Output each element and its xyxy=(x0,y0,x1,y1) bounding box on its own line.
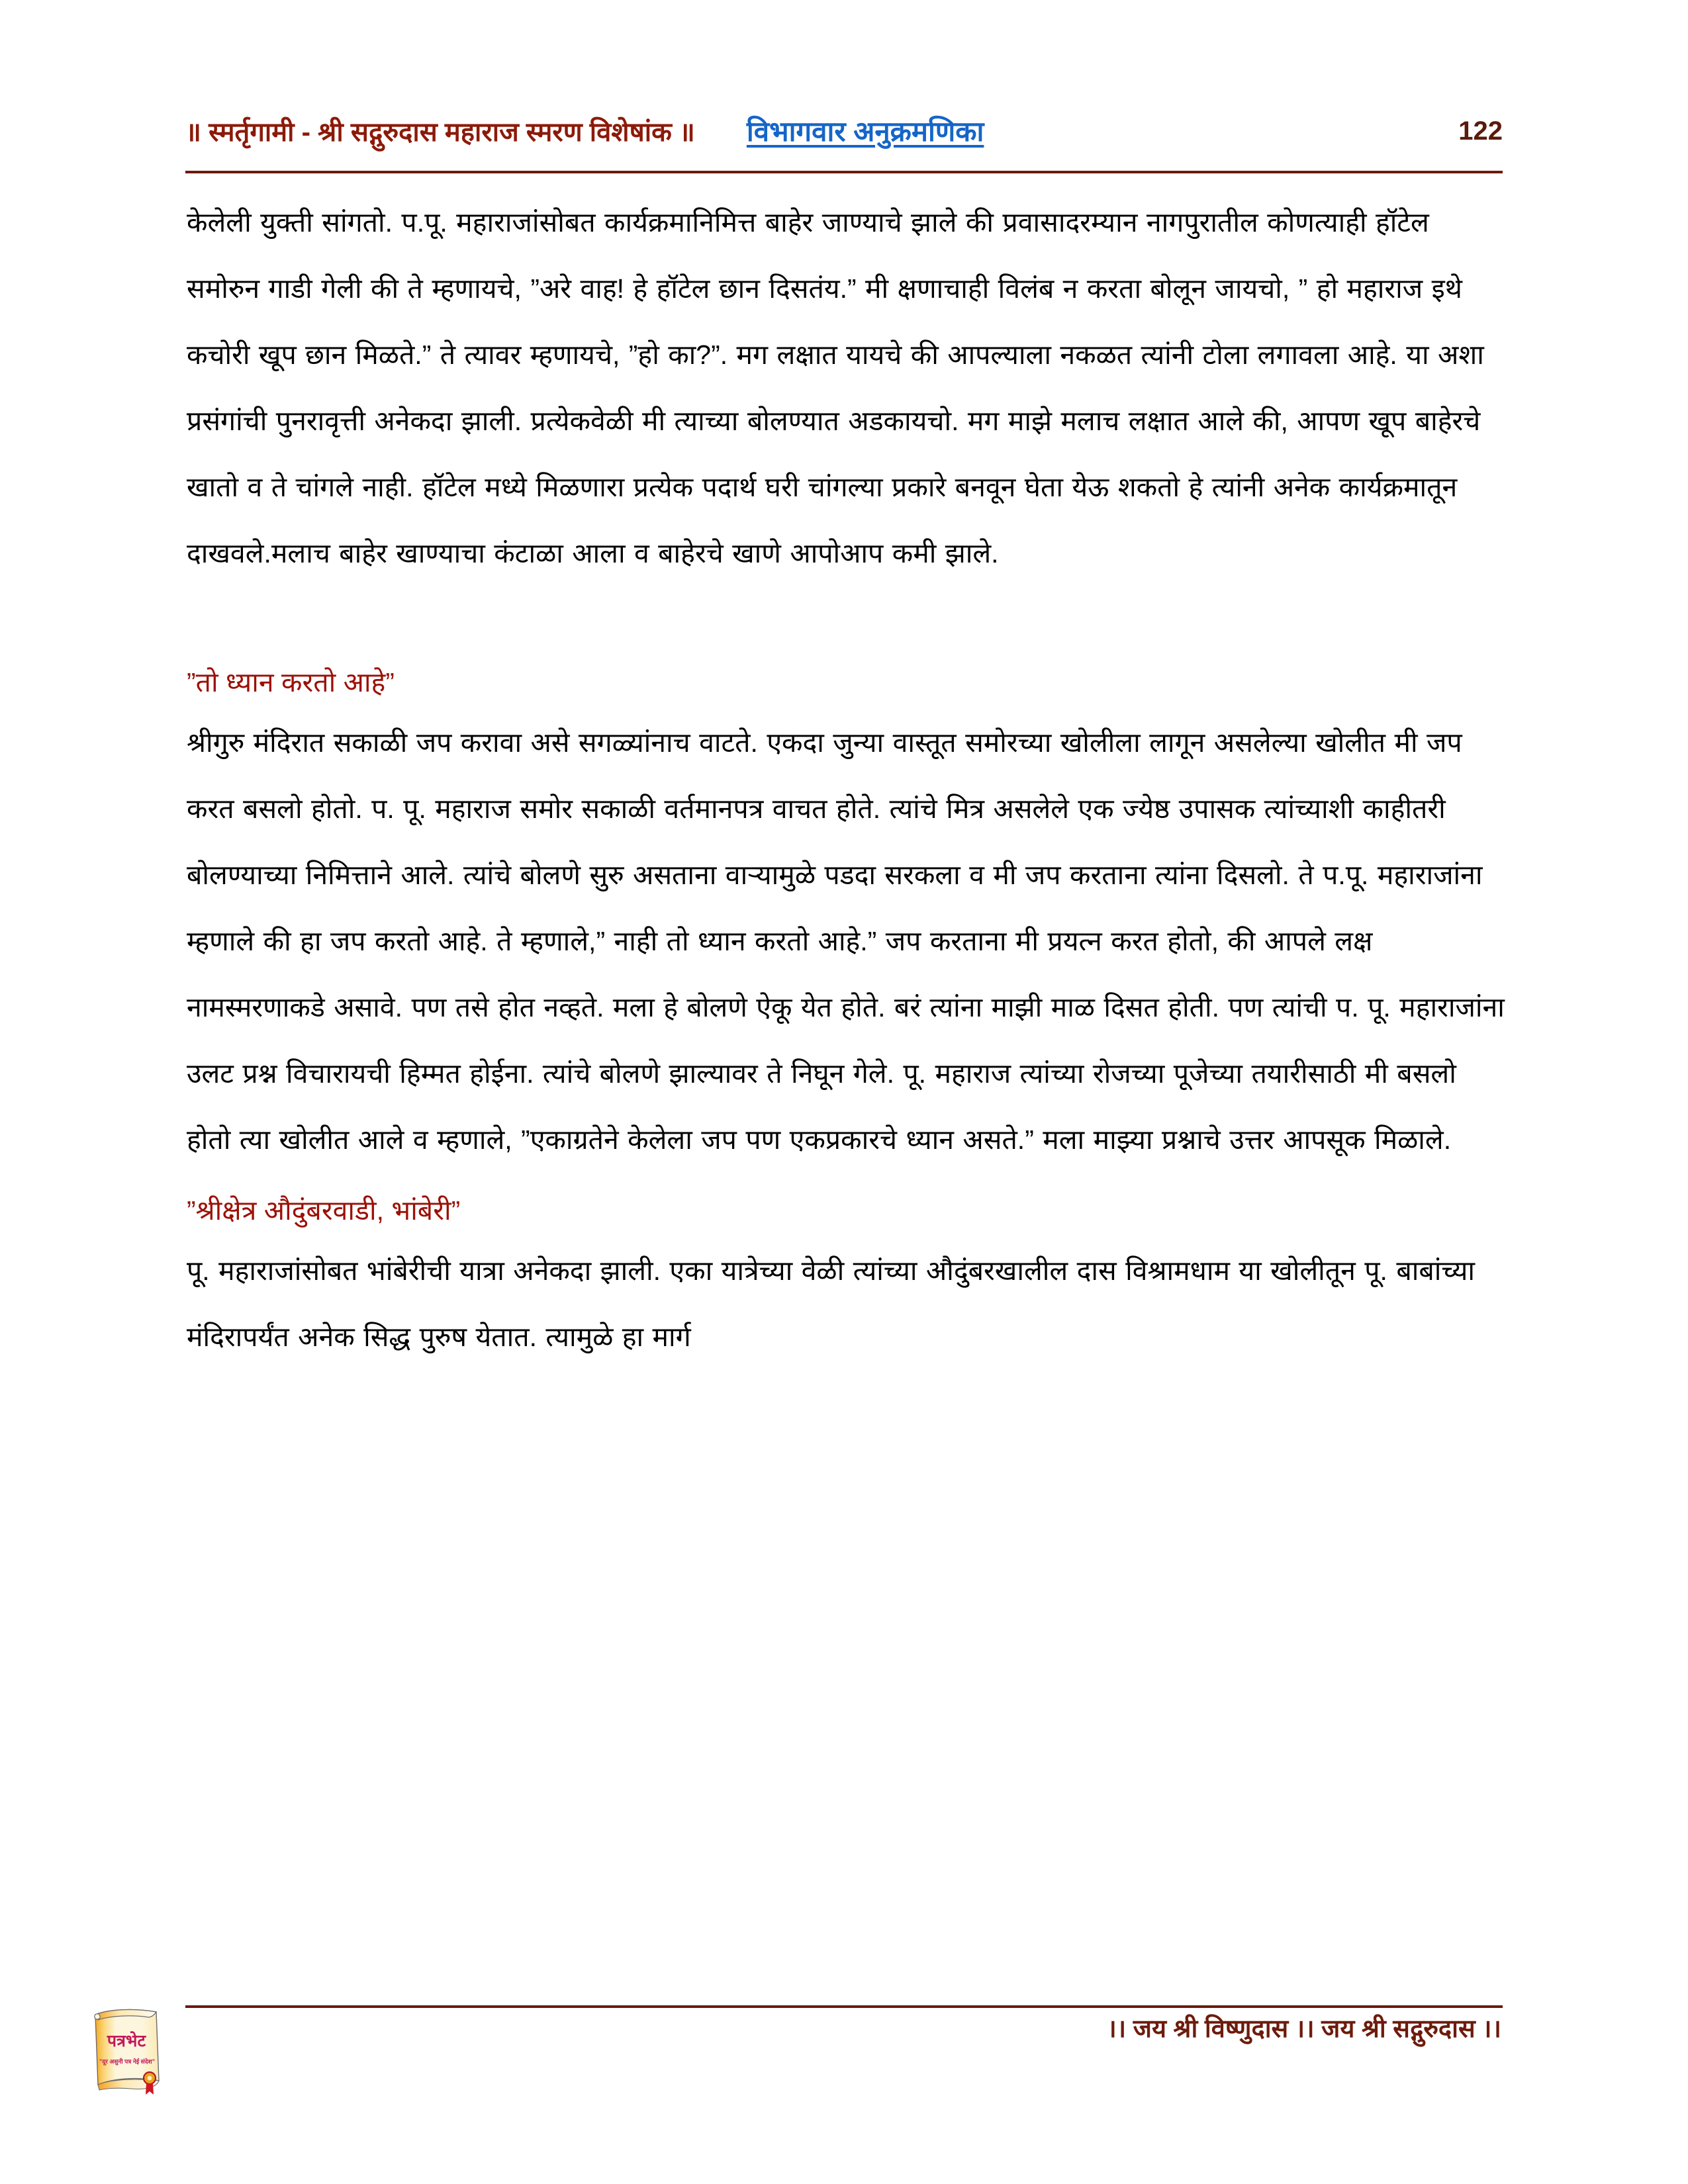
scroll-icon xyxy=(85,1997,172,2095)
paragraph-spacer xyxy=(187,586,1505,655)
logo-wordmark: पत्रभेट xyxy=(107,2032,146,2050)
page-number: 122 xyxy=(1458,116,1503,146)
section-heading-dhyan: ”तो ध्यान करतो आहे” xyxy=(187,667,395,698)
footer-blessing: ।। जय श्री विष्णुदास ।। जय श्री सद्गुरुदास ।। xyxy=(1107,2015,1501,2043)
index-link[interactable]: विभागवार अनुक्रमणिका xyxy=(746,116,984,147)
body-paragraph-1: केलेली युक्ती सांगतो. प.पू. महाराजांसोबत कार्यक्रमानिमित्त बाहेर जाण्याचे झाले की प्रवासादरम्यान नागपुरातील कोणत्याही हॉटेल समोरुन गाडी गेली की ते म्हणायचे, ”अरे वाह! हे हॉटेल छान दिसतंय.” मी क्षणाचाही विलंब न करता बोलून जायचो, ” हो महाराज इथे कचोरी खूप छान मिळते.” ते त्यावर म्हणायचे, ”हो का?”. मग लक्षात यायचे की आपल्याला नकळत त्यांनी टोला लगावला आहे. या अशा प्रसंगांची पुनरावृत्ती अनेकदा झाली. प्रत्येकवेळी मी त्याच्या बोलण्यात अडकायचो. मग माझे मलाच लक्षात आले की, आपण खूप बाहेरचे खातो व ते चांगले नाही. हॉटेल मध्ये मिळणारा प्रत्येक पदार्थ घरी चांगल्या प्रकारे बनवून घेता येऊ शकतो हे त्यांनी अनेक कार्यक्रमातून दाखवले.मलाच बाहेर खाण्याचा कंटाळा आला व बाहेरचे खाणे आपोआप कमी झाले. xyxy=(187,207,1484,569)
header-divider xyxy=(185,171,1503,173)
footer-divider xyxy=(185,2005,1503,2008)
page-content xyxy=(187,189,1505,1370)
publication-title: ॥ स्मर्तृगामी - श्री सद्गुरुदास महाराज स्मरण विशेषांक ॥ xyxy=(185,118,695,147)
patrabhet-logo xyxy=(85,1997,172,2095)
page-header xyxy=(185,93,1503,146)
body-paragraph-2: श्रीगुरु मंदिरात सकाळी जप करावा असे सगळ्यांनाच वाटते. एकदा जुन्या वास्तूत समोरच्या खोलीला लागून असलेल्या खोलीत मी जप करत बसलो होतो. प. पू. महाराज समोर सकाळी वर्तमानपत्र वाचत होते. त्यांचे मित्र असलेले एक ज्येष्ठ उपासक त्यांच्याशी काहीतरी बोलण्याच्या निमित्ताने आले. त्यांचे बोलणे सुरु असताना वाऱ्यामुळे पडदा सरकला व मी जप करताना त्यांना दिसलो. ते प.पू. महाराजांना म्हणाले की हा जप करतो आहे. ते म्हणाले,” नाही तो ध्यान करतो आहे.” जप करताना मी प्रयत्न करत होतो, की आपले लक्ष नामस्मरणाकडे असावे. पण तसे होत नव्हते. मला हे बोलणे ऐकू येत होते. बरं त्यांना माझी माळ दिसत होती. पण त्यांची प. पू. महाराजांना उलट प्रश्न विचारायची हिम्मत होईना. त्यांचे बोलणे झाल्यावर ते निघून गेले. पू. महाराज त्यांच्या रोजच्या पूजेच्या तयारीसाठी मी बसलो होतो त्या खोलीत आले व म्हणाले, ”एकाग्रतेने केलेला जप पण एकप्रकारचे ध्यान असते.” मला माझ्या प्रश्नाचे उत्तर आपसूक मिळाले. xyxy=(187,727,1505,1155)
section-heading-shrikshetra: ”श्रीक्षेत्र औदुंबरवाडी, भांबेरी” xyxy=(187,1195,461,1226)
logo-tagline: ”दूर असुनी पत्र नेई संदेश” xyxy=(99,2058,156,2065)
body-paragraph-3: पू. महाराजांसोबत भांबेरीची यात्रा अनेकदा झाली. एका यात्रेच्या वेळी त्यांच्या औदुंबरखालील दास विश्रामधाम या खोलीतून पू. बाबांच्या मंदिरापर्यंत अनेक सिद्ध पुरुष येतात. त्यामुळे हा मार्ग xyxy=(187,1255,1476,1352)
paragraph-spacer-small xyxy=(187,1173,1505,1183)
